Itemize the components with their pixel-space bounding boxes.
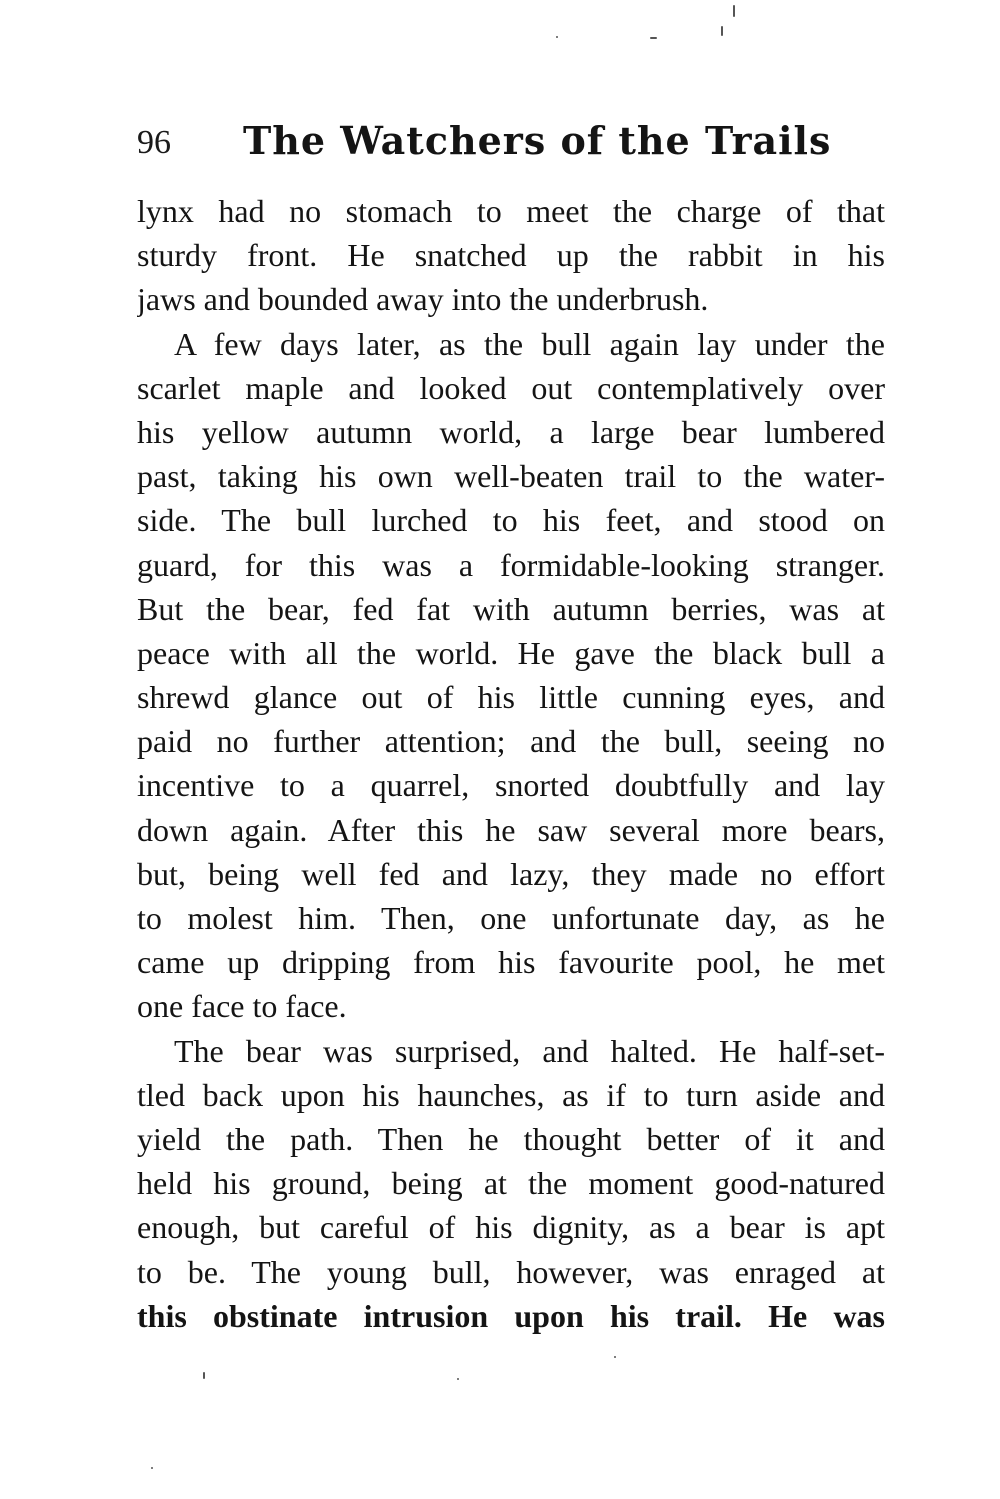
- text-line: his yellow autumn world, a large bear lumbered: [137, 413, 885, 450]
- print-speck: [457, 1378, 459, 1380]
- text-line: enough, but careful of his dignity, as a bear is apt: [137, 1209, 885, 1246]
- text-line: peace with all the world. He gave the black bull a: [137, 634, 885, 671]
- text-line: A few days later, as the bull again lay under the: [174, 325, 885, 362]
- text-line: yield the path. Then he thought better of it and: [137, 1120, 885, 1157]
- text-line: this obstinate intrusion upon his trail. He was: [137, 1297, 885, 1334]
- text-line: The bear was surprised, and halted. He half-set-: [174, 1032, 885, 1069]
- print-speck: [733, 5, 735, 17]
- text-line: but, being well fed and lazy, they made no effort: [137, 855, 885, 892]
- page-number: 96: [137, 124, 171, 161]
- print-speck: [721, 26, 723, 36]
- text-line: sturdy front. He snatched up the rabbit in his: [137, 237, 885, 274]
- text-line: held his ground, being at the moment good-natured: [137, 1165, 885, 1202]
- text-line: to molest him. Then, one unfortunate day, as he: [137, 900, 885, 936]
- text-line: to be. The young bull, however, was enraged at: [137, 1253, 885, 1290]
- text-line: incentive to a quarrel, snorted doubtfully and lay: [137, 767, 885, 804]
- text-line: one face to face.: [137, 988, 347, 1025]
- text-line: past, taking his own well-beaten trail to the water-: [137, 458, 885, 495]
- text-line: shrewd glance out of his little cunning eyes, and: [137, 679, 885, 716]
- print-speck: [151, 1467, 153, 1469]
- text-line: lynx had no stomach to meet the charge of that: [137, 193, 885, 229]
- print-speck: [614, 1356, 616, 1358]
- text-line: down again. After this he saw several more bears,: [137, 811, 885, 848]
- text-line: paid no further attention; and the bull, seeing no: [137, 723, 885, 760]
- running-title: The Watchers of the Trails: [243, 118, 832, 163]
- print-speck: [556, 36, 558, 38]
- print-speck: [650, 37, 657, 39]
- text-line: side. The bull lurched to his feet, and stood on: [137, 502, 885, 539]
- body-text: [137, 189, 885, 1338]
- text-line: jaws and bounded away into the underbrush.: [137, 281, 709, 318]
- text-line: scarlet maple and looked out contemplatively over: [137, 369, 885, 406]
- text-line: But the bear, fed fat with autumn berries, was at: [137, 590, 885, 627]
- text-line: came up dripping from his favourite pool, he met: [137, 944, 885, 981]
- text-line: tled back upon his haunches, as if to turn aside and: [137, 1076, 885, 1113]
- text-line: guard, for this was a formidable-looking stranger.: [137, 546, 885, 583]
- page-header: [137, 118, 885, 168]
- print-speck: [203, 1372, 205, 1379]
